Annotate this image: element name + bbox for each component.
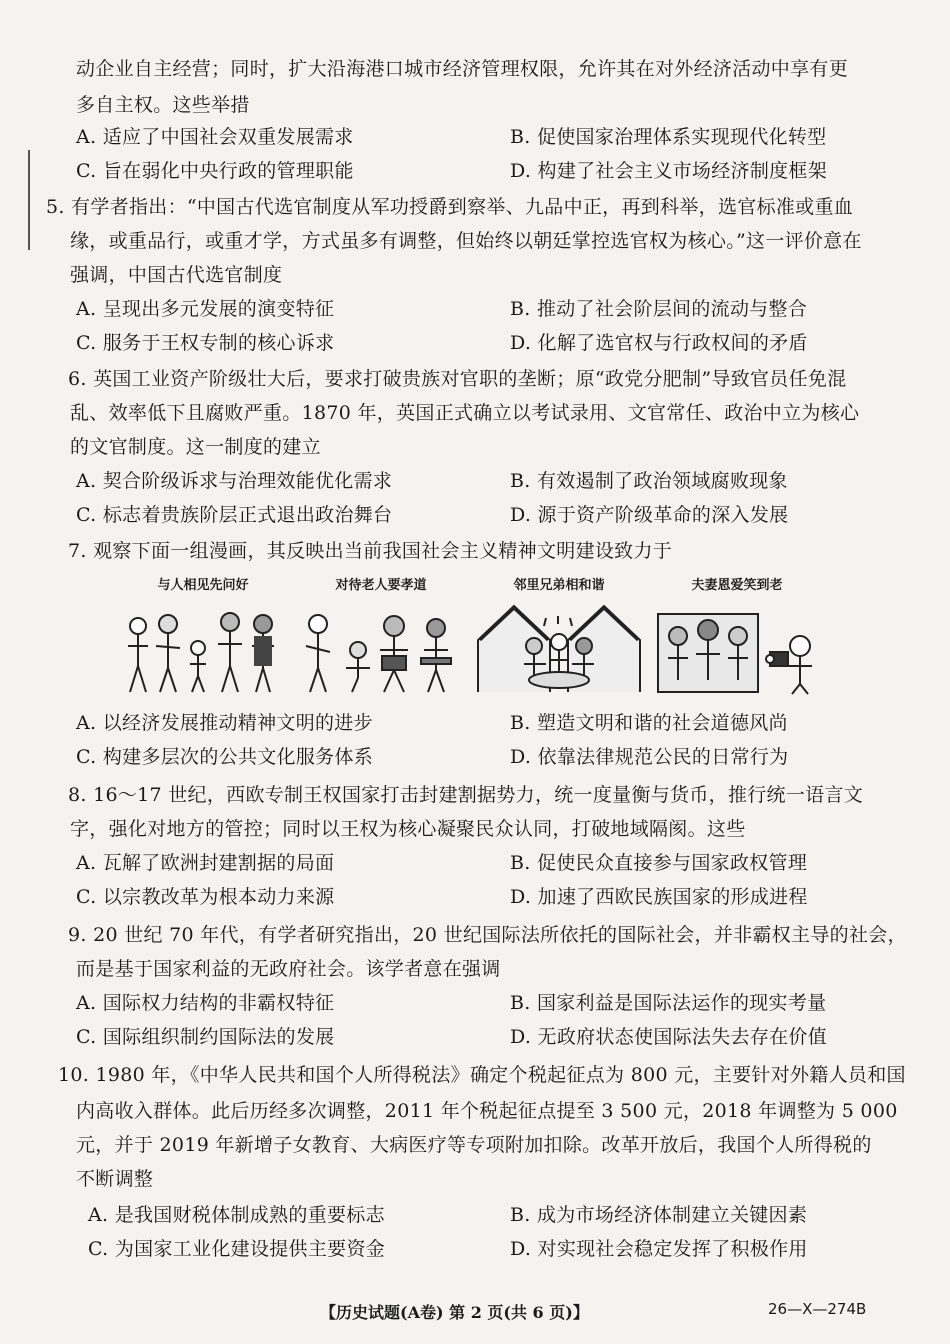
q7-option-c: C. 构建多层次的公共文化服务体系 <box>76 746 374 768</box>
footer-exam-code: 26—X—274B <box>768 1300 867 1318</box>
q4-line-2: 多自主权。这些举措 <box>76 94 250 116</box>
cartoon-panel-2 <box>296 574 466 702</box>
q6-line-2: 乱、效率低下且腐败严重。1870 年，英国正式确立以考试录用、文官常任、政治中立为核心 <box>70 402 860 424</box>
cartoon-panel-1 <box>118 574 288 702</box>
cartoon-neighbors-icon <box>474 596 644 696</box>
cartoon-panel-3 <box>474 574 644 702</box>
q8-option-b: B. 促使民众直接参与国家政权管理 <box>510 852 808 874</box>
cartoon-strip <box>118 574 818 702</box>
q4-option-d: D. 构建了社会主义市场经济制度框架 <box>510 160 828 182</box>
q10-line-1: 10. 1980 年，《中华人民共和国个人所得税法》确定个税起征点为 800 元，主要针对外籍人员和国 <box>58 1064 906 1086</box>
q9-option-d: D. 无政府状态使国际法失去存在价值 <box>510 1026 828 1048</box>
q4-line-1: 动企业自主经营；同时，扩大沿海港口城市经济管理权限，允许其在对外经济活动中享有更 <box>76 58 849 80</box>
q8-line-2: 字，强化对地方的管控；同时以王权为核心凝聚民众认同，打破地域隔阂。这些 <box>70 818 746 840</box>
q9-option-c: C. 国际组织制约国际法的发展 <box>76 1026 335 1048</box>
q5-line-3: 强调，中国古代选官制度 <box>70 264 283 286</box>
q4-option-c: C. 旨在弱化中央行政的管理职能 <box>76 160 354 182</box>
q10-line-4: 不断调整 <box>76 1168 154 1190</box>
q10-line-3: 元，并于 2019 年新增子女教育、大病医疗等专项附加扣除。改革开放后，我国个人所得税的 <box>76 1134 872 1156</box>
q10-option-a: A. 是我国财税体制成熟的重要标志 <box>88 1204 385 1226</box>
q4-option-b: B. 促使国家治理体系实现现代化转型 <box>510 126 827 148</box>
cartoon-elder-care-icon <box>296 596 466 696</box>
cartoon-title-4: 夫妻恩爱笑到老 <box>691 578 783 593</box>
q5-option-d: D. 化解了选官权与行政权间的矛盾 <box>510 332 808 354</box>
q6-option-a: A. 契合阶级诉求与治理效能优化需求 <box>76 470 393 492</box>
q10-option-b: B. 成为市场经济体制建立关键因素 <box>510 1204 808 1226</box>
footer-page-info: 【历史试题(A卷) 第 2 页(共 6 页)】 <box>320 1303 589 1322</box>
cartoon-panel-4 <box>652 574 822 702</box>
q7-line-1: 7. 观察下面一组漫画，其反映出当前我国社会主义精神文明建设致力于 <box>68 540 673 562</box>
q9-line-2: 而是基于国家利益的无政府社会。该学者意在强调 <box>76 958 501 980</box>
q5-option-a: A. 呈现出多元发展的演变特征 <box>76 298 335 320</box>
cartoon-couple-icon <box>652 596 822 696</box>
cartoon-title-1: 与人相见先问好 <box>157 578 249 593</box>
q6-option-b: B. 有效遏制了政治领域腐败现象 <box>510 470 788 492</box>
q6-line-3: 的文官制度。这一制度的建立 <box>70 436 321 458</box>
q7-option-a: A. 以经济发展推动精神文明的进步 <box>76 712 373 734</box>
cartoon-greeting-icon <box>118 596 288 696</box>
q6-option-d: D. 源于资产阶级革命的深入发展 <box>510 504 789 526</box>
q10-line-2: 内高收入群体。此后历经多次调整，2011 年个税起征点提至 3 500 元，2018 年调整为 5 000 <box>76 1100 898 1122</box>
margin-mark <box>28 150 30 250</box>
q10-option-c: C. 为国家工业化建设提供主要资金 <box>88 1238 386 1260</box>
q8-option-a: A. 瓦解了欧洲封建割据的局面 <box>76 852 335 874</box>
cartoon-title-3: 邻里兄弟相和谐 <box>513 578 605 593</box>
q9-option-a: A. 国际权力结构的非霸权特征 <box>76 992 335 1014</box>
q8-option-d: D. 加速了西欧民族国家的形成进程 <box>510 886 808 908</box>
cartoon-title-2: 对待老人要孝道 <box>335 578 427 593</box>
q5-option-b: B. 推动了社会阶层间的流动与整合 <box>510 298 808 320</box>
q6-option-c: C. 标志着贵族阶层正式退出政治舞台 <box>76 504 393 526</box>
q4-option-a: A. 适应了中国社会双重发展需求 <box>76 126 354 148</box>
q7-option-b: B. 塑造文明和谐的社会道德风尚 <box>510 712 788 734</box>
q8-option-c: C. 以宗教改革为根本动力来源 <box>76 886 335 908</box>
q9-option-b: B. 国家利益是国际法运作的现实考量 <box>510 992 827 1014</box>
q10-option-d: D. 对实现社会稳定发挥了积极作用 <box>510 1238 808 1260</box>
q5-line-2: 缘，或重品行，或重才学，方式虽多有调整，但始终以朝廷掌控选官权为核心。”这一评价意在 <box>70 230 862 252</box>
q5-option-c: C. 服务于王权专制的核心诉求 <box>76 332 335 354</box>
q5-line-1: 5. 有学者指出：“中国古代选官制度从军功授爵到察举、九品中正，再到科举，选官标准或重血 <box>46 196 854 218</box>
q9-line-1: 9. 20 世纪 70 年代，有学者研究指出，20 世纪国际法所依托的国际社会，并非霸权主导的社会， <box>68 924 907 946</box>
q8-line-1: 8. 16～17 世纪，西欧专制王权国家打击封建割据势力，统一度量衡与货币，推行统一语言文 <box>68 784 864 806</box>
q6-line-1: 6. 英国工业资产阶级壮大后，要求打破贵族对官职的垄断；原“政党分肥制”导致官员任免混 <box>68 368 847 390</box>
q7-option-d: D. 依靠法律规范公民的日常行为 <box>510 746 789 768</box>
